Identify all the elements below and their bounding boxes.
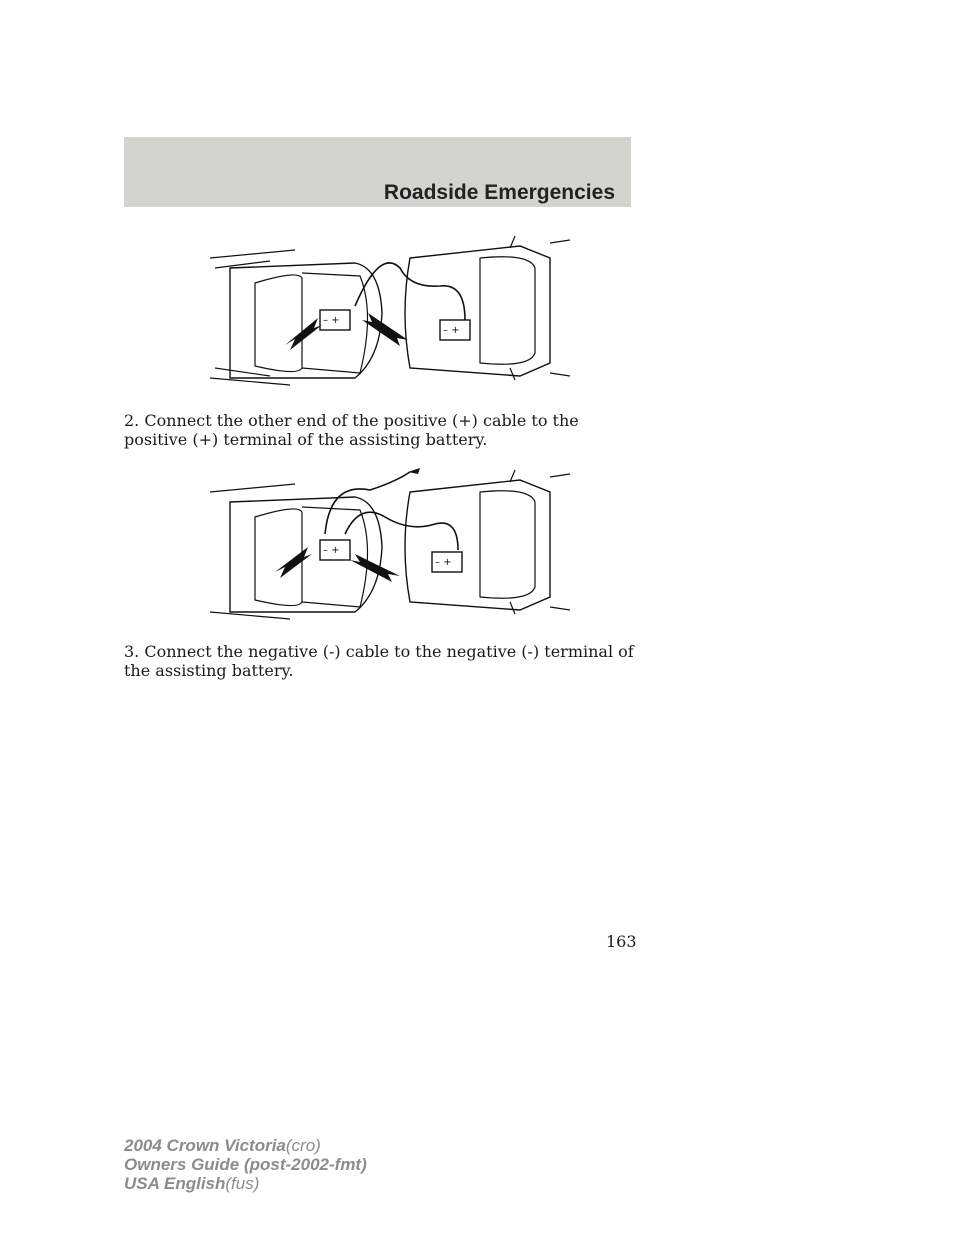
step-2-text: 2. Connect the other end of the positive (+) cable to the positive (+) terminal of the assisting battery.	[124, 411, 579, 449]
jump-start-diagram-negative-cable	[210, 462, 570, 632]
battery-terminal-label: – +	[323, 315, 340, 326]
footer-model: 2004 Crown Victoria	[124, 1136, 286, 1155]
assisting-vehicle	[405, 480, 550, 610]
battery-terminal-label: – +	[323, 545, 340, 556]
section-title: Roadside Emergencies	[383, 181, 615, 204]
footer-language-code: (fus)	[225, 1174, 260, 1193]
page-number: 163	[606, 932, 637, 951]
disabled-vehicle	[230, 263, 382, 378]
step-3-text: 3. Connect the negative (-) cable to the negative (-) terminal of the assisting battery.	[124, 642, 634, 680]
section-header-band	[124, 137, 631, 207]
battery-terminal-label: – +	[435, 557, 452, 568]
cable-clamp-icon	[408, 468, 420, 474]
document-footer	[124, 1136, 367, 1193]
assisting-vehicle	[405, 246, 550, 376]
footer-language: USA English	[124, 1174, 226, 1193]
footer-guide: Owners Guide (post-2002-fmt)	[124, 1155, 367, 1174]
disabled-vehicle	[230, 497, 382, 612]
jump-start-diagram-positive-cable	[210, 228, 570, 398]
footer-model-code: (cro)	[285, 1136, 321, 1155]
battery-terminal-label: – +	[443, 325, 460, 336]
